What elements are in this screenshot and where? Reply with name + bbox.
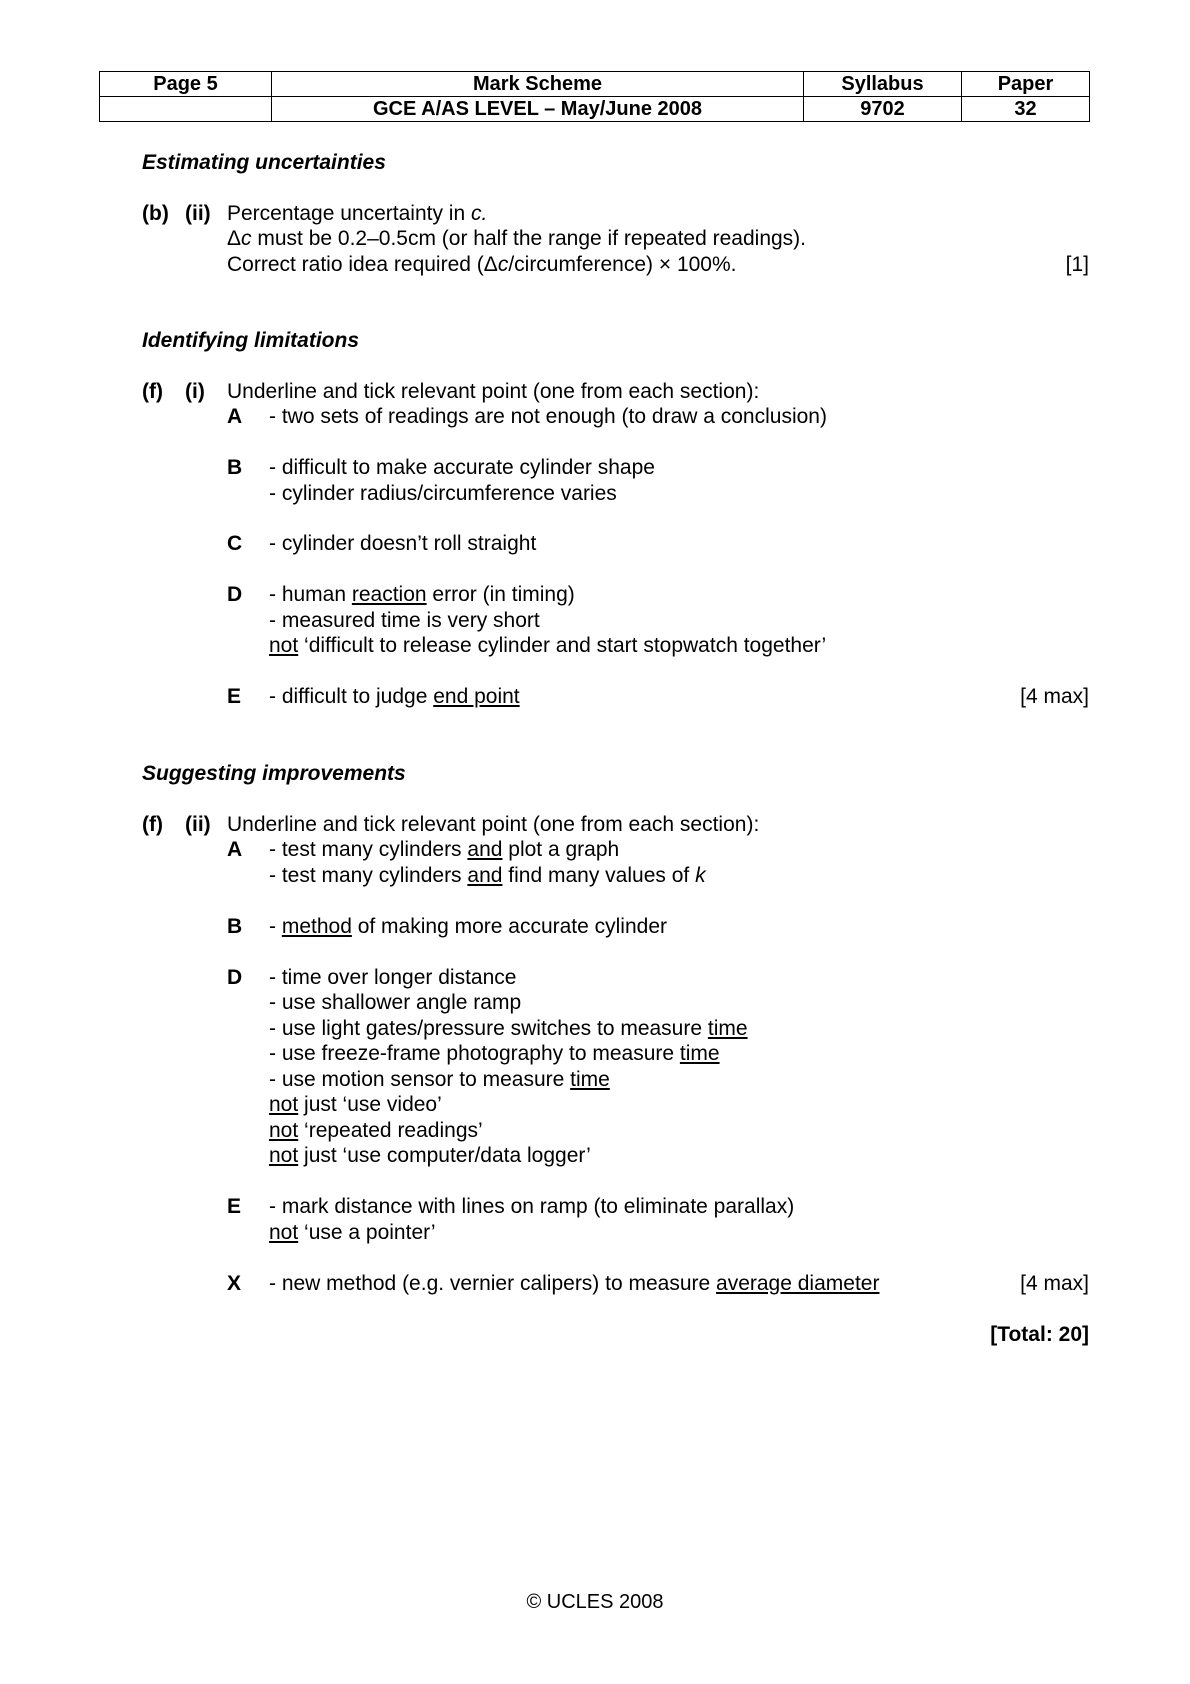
section-letter: D bbox=[227, 966, 243, 989]
subquestion-label: (ii) bbox=[185, 813, 211, 836]
subquestion-label: (i) bbox=[185, 380, 205, 403]
footer-copyright: © UCLES 2008 bbox=[526, 1591, 664, 1613]
section-heading-improvements: Suggesting improvements bbox=[142, 762, 406, 785]
section-letter: E bbox=[227, 1195, 242, 1218]
total-marks: [Total: 20] bbox=[990, 1323, 1089, 1346]
list-item: - new method (e.g. vernier calipers) to measure average diameter bbox=[269, 1272, 880, 1295]
list-item: - time over longer distance bbox=[269, 966, 517, 989]
list-item: - use freeze-frame photography to measure time bbox=[269, 1042, 720, 1065]
instruction-line: Underline and tick relevant point (one from each section): bbox=[227, 813, 760, 836]
answer-line: Δc must be 0.2–0.5cm (or half the range if repeated readings). bbox=[227, 227, 807, 250]
list-item: not just ‘use video’ bbox=[269, 1093, 442, 1116]
list-item: - two sets of readings are not enough (to draw a conclusion) bbox=[269, 405, 827, 428]
empty-cell bbox=[100, 97, 272, 122]
subquestion-label: (ii) bbox=[185, 202, 211, 225]
syllabus-label: Syllabus bbox=[804, 72, 962, 97]
paper-label: Paper bbox=[962, 72, 1090, 97]
mark-allocation: [4 max] bbox=[1020, 685, 1089, 708]
section-letter: B bbox=[227, 456, 243, 479]
section-letter: X bbox=[227, 1272, 242, 1295]
list-item: - difficult to make accurate cylinder shape bbox=[269, 456, 655, 479]
section-letter: E bbox=[227, 685, 242, 708]
section-heading-uncertainties: Estimating uncertainties bbox=[142, 151, 386, 174]
mark-allocation: [4 max] bbox=[1020, 1272, 1089, 1295]
question-label: (f) bbox=[142, 813, 163, 836]
list-item: - test many cylinders and find many values of k bbox=[269, 864, 706, 887]
list-item: not ‘difficult to release cylinder and start stopwatch together’ bbox=[269, 634, 827, 657]
section-letter: C bbox=[227, 532, 243, 555]
header-table bbox=[99, 71, 1090, 122]
list-item: - use motion sensor to measure time bbox=[269, 1068, 610, 1091]
instruction-line: Underline and tick relevant point (one from each section): bbox=[227, 380, 760, 403]
question-label: (b) bbox=[142, 202, 169, 225]
list-item: - mark distance with lines on ramp (to eliminate parallax) bbox=[269, 1195, 795, 1218]
mark-allocation: [1] bbox=[1065, 253, 1089, 276]
section-letter: B bbox=[227, 915, 243, 938]
list-item: - method of making more accurate cylinder bbox=[269, 915, 668, 938]
list-item: - difficult to judge end point bbox=[269, 685, 520, 708]
list-item: - human reaction error (in timing) bbox=[269, 583, 575, 606]
section-letter: A bbox=[227, 838, 243, 861]
syllabus-code: 9702 bbox=[804, 97, 962, 122]
list-item: - use light gates/pressure switches to measure time bbox=[269, 1017, 748, 1040]
list-item: not ‘repeated readings’ bbox=[269, 1119, 483, 1142]
question-label: (f) bbox=[142, 380, 163, 403]
list-item: - measured time is very short bbox=[269, 609, 540, 632]
section-letter: A bbox=[227, 405, 243, 428]
list-item: - cylinder doesn’t roll straight bbox=[269, 532, 537, 555]
list-item: - cylinder radius/circumference varies bbox=[269, 482, 617, 505]
doc-title: Mark Scheme bbox=[272, 72, 804, 97]
list-item: - test many cylinders and plot a graph bbox=[269, 838, 620, 861]
answer-line: Correct ratio idea required (Δc/circumference) × 100%. bbox=[227, 253, 737, 276]
exam-name: GCE A/AS LEVEL – May/June 2008 bbox=[272, 97, 804, 122]
section-heading-limitations: Identifying limitations bbox=[142, 329, 360, 352]
list-item: - use shallower angle ramp bbox=[269, 991, 522, 1014]
list-item: not just ‘use computer/data logger’ bbox=[269, 1144, 591, 1167]
paper-number: 32 bbox=[962, 97, 1090, 122]
answer-line: Percentage uncertainty in c. bbox=[227, 202, 488, 225]
list-item: not ‘use a pointer’ bbox=[269, 1221, 436, 1244]
page-number: Page 5 bbox=[100, 72, 272, 97]
section-letter: D bbox=[227, 583, 243, 606]
